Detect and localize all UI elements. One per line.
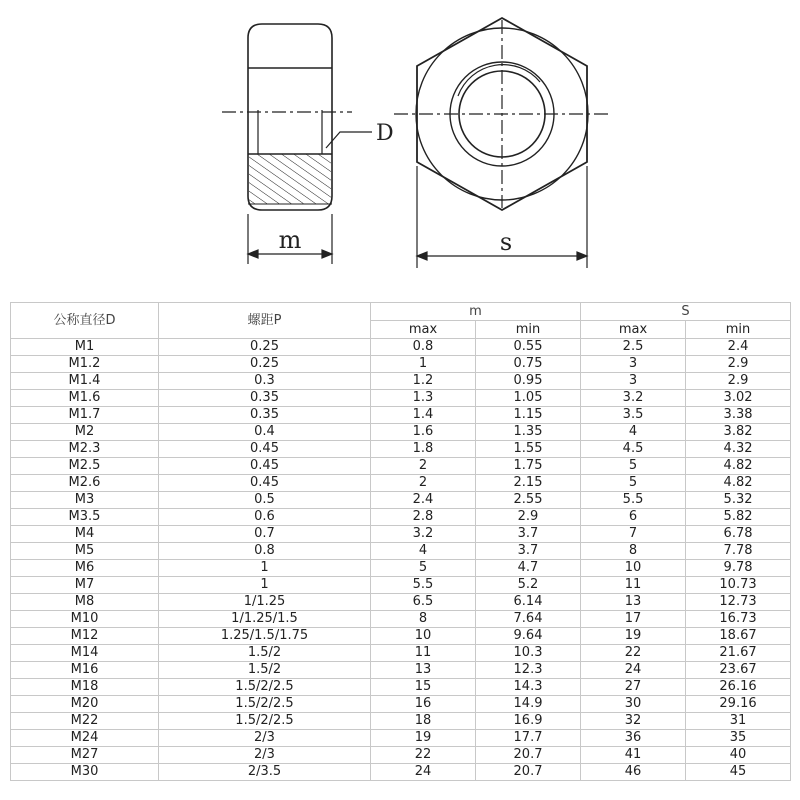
cell-pitch: 1.5/2/2.5: [159, 696, 371, 713]
d-leader-line: [326, 132, 372, 148]
cell-diameter: M18: [11, 679, 159, 696]
cell-s-min: 2.4: [686, 339, 791, 356]
cell-m-min: 3.7: [476, 543, 581, 560]
cell-pitch: 1.5/2: [159, 645, 371, 662]
table-row: [11, 407, 791, 424]
cell-diameter: M1.4: [11, 373, 159, 390]
cell-diameter: M30: [11, 764, 159, 781]
cell-pitch: 0.45: [159, 475, 371, 492]
cell-s-min: 10.73: [686, 577, 791, 594]
cell-s-min: 4.32: [686, 441, 791, 458]
cell-s-max: 17: [581, 611, 686, 628]
cell-diameter: M1.7: [11, 407, 159, 424]
header-s: S: [581, 303, 791, 321]
cell-m-max: 0.8: [371, 339, 476, 356]
cell-pitch: 2/3: [159, 730, 371, 747]
header-s-max: max: [581, 321, 686, 339]
table-row: [11, 662, 791, 679]
cell-s-min: 35: [686, 730, 791, 747]
label-d: D: [376, 121, 394, 146]
cell-diameter: M4: [11, 526, 159, 543]
cell-s-max: 10: [581, 560, 686, 577]
cell-pitch: 1.5/2/2.5: [159, 713, 371, 730]
cell-diameter: M6: [11, 560, 159, 577]
header-m-max: max: [371, 321, 476, 339]
cell-pitch: 0.7: [159, 526, 371, 543]
cell-m-max: 18: [371, 713, 476, 730]
cell-pitch: 0.3: [159, 373, 371, 390]
cell-m-max: 1.4: [371, 407, 476, 424]
cell-s-min: 3.82: [686, 424, 791, 441]
cell-m-max: 1: [371, 356, 476, 373]
table-row: [11, 713, 791, 730]
cell-s-max: 4: [581, 424, 686, 441]
cell-pitch: 0.8: [159, 543, 371, 560]
cell-m-max: 22: [371, 747, 476, 764]
cell-s-min: 5.82: [686, 509, 791, 526]
cell-s-min: 21.67: [686, 645, 791, 662]
cell-m-min: 16.9: [476, 713, 581, 730]
cell-m-max: 2: [371, 475, 476, 492]
cell-m-min: 17.7: [476, 730, 581, 747]
cell-s-max: 27: [581, 679, 686, 696]
cell-s-min: 18.67: [686, 628, 791, 645]
cell-m-min: 2.15: [476, 475, 581, 492]
header-m: m: [371, 303, 581, 321]
cell-s-max: 2.5: [581, 339, 686, 356]
cell-pitch: 0.4: [159, 424, 371, 441]
cell-pitch: 1: [159, 577, 371, 594]
cell-s-min: 16.73: [686, 611, 791, 628]
cell-m-max: 16: [371, 696, 476, 713]
cell-diameter: M1.2: [11, 356, 159, 373]
cell-diameter: M2.3: [11, 441, 159, 458]
table-row: [11, 339, 791, 356]
nut-spec-table: [10, 302, 791, 781]
cell-s-min: 31: [686, 713, 791, 730]
cell-diameter: M8: [11, 594, 159, 611]
cell-s-min: 7.78: [686, 543, 791, 560]
table-row: [11, 543, 791, 560]
cell-s-max: 41: [581, 747, 686, 764]
cell-pitch: 1.25/1.5/1.75: [159, 628, 371, 645]
cell-m-max: 3.2: [371, 526, 476, 543]
cell-s-min: 4.82: [686, 475, 791, 492]
cell-m-max: 5.5: [371, 577, 476, 594]
cell-diameter: M3.5: [11, 509, 159, 526]
cell-pitch: 2/3: [159, 747, 371, 764]
cell-s-max: 3.2: [581, 390, 686, 407]
cell-m-min: 4.7: [476, 560, 581, 577]
header-diameter: 公称直径D: [11, 303, 159, 339]
cell-diameter: M2: [11, 424, 159, 441]
cell-pitch: 0.25: [159, 339, 371, 356]
header-s-min: min: [686, 321, 791, 339]
cell-m-max: 1.6: [371, 424, 476, 441]
table-row: [11, 526, 791, 543]
cell-pitch: 2/3.5: [159, 764, 371, 781]
table-row: [11, 594, 791, 611]
table-row: [11, 509, 791, 526]
cell-s-max: 36: [581, 730, 686, 747]
cell-m-min: 1.05: [476, 390, 581, 407]
cell-s-max: 3: [581, 373, 686, 390]
cell-s-max: 3.5: [581, 407, 686, 424]
cell-pitch: 0.45: [159, 458, 371, 475]
cell-diameter: M22: [11, 713, 159, 730]
table-row: [11, 441, 791, 458]
cell-m-min: 12.3: [476, 662, 581, 679]
table-row: [11, 696, 791, 713]
cell-s-min: 45: [686, 764, 791, 781]
table-row: [11, 373, 791, 390]
cell-s-max: 4.5: [581, 441, 686, 458]
cell-s-min: 3.38: [686, 407, 791, 424]
cell-m-max: 8: [371, 611, 476, 628]
cell-diameter: M2.5: [11, 458, 159, 475]
cell-s-max: 8: [581, 543, 686, 560]
header-row-main: [11, 303, 791, 321]
cell-m-max: 10: [371, 628, 476, 645]
cell-m-min: 3.7: [476, 526, 581, 543]
table-row: [11, 645, 791, 662]
cell-s-min: 5.32: [686, 492, 791, 509]
cell-s-max: 22: [581, 645, 686, 662]
cell-s-min: 6.78: [686, 526, 791, 543]
table-row: [11, 424, 791, 441]
table-row: [11, 611, 791, 628]
cell-m-min: 0.75: [476, 356, 581, 373]
header-pitch: 螺距P: [159, 303, 371, 339]
cell-pitch: 0.35: [159, 390, 371, 407]
cell-m-max: 5: [371, 560, 476, 577]
cell-s-max: 11: [581, 577, 686, 594]
cell-diameter: M20: [11, 696, 159, 713]
cell-m-min: 2.55: [476, 492, 581, 509]
cell-s-min: 3.02: [686, 390, 791, 407]
table-row: [11, 679, 791, 696]
cell-diameter: M12: [11, 628, 159, 645]
table-row: [11, 628, 791, 645]
cell-m-max: 2: [371, 458, 476, 475]
cell-s-max: 32: [581, 713, 686, 730]
table-row: [11, 492, 791, 509]
cell-diameter: M7: [11, 577, 159, 594]
cell-m-min: 5.2: [476, 577, 581, 594]
cell-s-max: 19: [581, 628, 686, 645]
cell-pitch: 1.5/2/2.5: [159, 679, 371, 696]
table-row: [11, 390, 791, 407]
cell-diameter: M1.6: [11, 390, 159, 407]
cell-pitch: 0.35: [159, 407, 371, 424]
cell-m-min: 1.15: [476, 407, 581, 424]
cell-diameter: M3: [11, 492, 159, 509]
cell-pitch: 0.45: [159, 441, 371, 458]
table-body: [11, 339, 791, 781]
cell-s-min: 2.9: [686, 373, 791, 390]
cell-m-min: 14.9: [476, 696, 581, 713]
cell-s-max: 5.5: [581, 492, 686, 509]
cell-s-min: 40: [686, 747, 791, 764]
cell-m-min: 0.55: [476, 339, 581, 356]
table-row: [11, 356, 791, 373]
cell-pitch: 1/1.25: [159, 594, 371, 611]
cell-m-max: 6.5: [371, 594, 476, 611]
label-s: s: [499, 228, 513, 256]
cell-diameter: M10: [11, 611, 159, 628]
cell-m-max: 11: [371, 645, 476, 662]
cell-m-min: 10.3: [476, 645, 581, 662]
table-row: [11, 730, 791, 747]
cell-m-max: 24: [371, 764, 476, 781]
cell-m-max: 4: [371, 543, 476, 560]
cell-m-min: 2.9: [476, 509, 581, 526]
cell-s-min: 26.16: [686, 679, 791, 696]
cell-m-min: 9.64: [476, 628, 581, 645]
table-row: [11, 577, 791, 594]
table-row: [11, 560, 791, 577]
cell-s-min: 2.9: [686, 356, 791, 373]
cell-m-min: 20.7: [476, 747, 581, 764]
cell-m-min: 14.3: [476, 679, 581, 696]
cell-s-min: 23.67: [686, 662, 791, 679]
header-m-min: min: [476, 321, 581, 339]
cell-pitch: 1: [159, 560, 371, 577]
cell-m-min: 1.55: [476, 441, 581, 458]
cell-s-max: 5: [581, 458, 686, 475]
hex-nut-drawing: [0, 0, 800, 300]
cell-diameter: M27: [11, 747, 159, 764]
cell-m-max: 2.8: [371, 509, 476, 526]
cell-s-max: 13: [581, 594, 686, 611]
table-row: [11, 458, 791, 475]
cell-s-max: 6: [581, 509, 686, 526]
cell-m-min: 20.7: [476, 764, 581, 781]
cell-s-max: 5: [581, 475, 686, 492]
cell-m-min: 1.75: [476, 458, 581, 475]
cell-pitch: 0.25: [159, 356, 371, 373]
cell-diameter: M14: [11, 645, 159, 662]
cell-pitch: 0.6: [159, 509, 371, 526]
cell-s-max: 46: [581, 764, 686, 781]
cell-s-max: 30: [581, 696, 686, 713]
nut-side-view: [248, 24, 332, 210]
cell-m-max: 13: [371, 662, 476, 679]
cell-diameter: M16: [11, 662, 159, 679]
cell-m-max: 1.2: [371, 373, 476, 390]
cell-m-max: 2.4: [371, 492, 476, 509]
cell-pitch: 1.5/2: [159, 662, 371, 679]
cell-m-max: 1.8: [371, 441, 476, 458]
cell-pitch: 0.5: [159, 492, 371, 509]
cell-m-max: 15: [371, 679, 476, 696]
label-m: m: [278, 226, 302, 254]
cell-s-min: 12.73: [686, 594, 791, 611]
cell-pitch: 1/1.25/1.5: [159, 611, 371, 628]
cell-diameter: M5: [11, 543, 159, 560]
table-row: [11, 764, 791, 781]
cell-m-max: 1.3: [371, 390, 476, 407]
cell-s-max: 7: [581, 526, 686, 543]
cell-m-min: 1.35: [476, 424, 581, 441]
cell-m-max: 19: [371, 730, 476, 747]
cell-m-min: 0.95: [476, 373, 581, 390]
cell-s-min: 4.82: [686, 458, 791, 475]
cell-m-min: 6.14: [476, 594, 581, 611]
table-row: [11, 475, 791, 492]
cell-diameter: M1: [11, 339, 159, 356]
cell-s-min: 9.78: [686, 560, 791, 577]
cell-s-max: 24: [581, 662, 686, 679]
table-row: [11, 747, 791, 764]
cell-diameter: M2.6: [11, 475, 159, 492]
cell-s-max: 3: [581, 356, 686, 373]
cell-s-min: 29.16: [686, 696, 791, 713]
cell-m-min: 7.64: [476, 611, 581, 628]
cell-diameter: M24: [11, 730, 159, 747]
